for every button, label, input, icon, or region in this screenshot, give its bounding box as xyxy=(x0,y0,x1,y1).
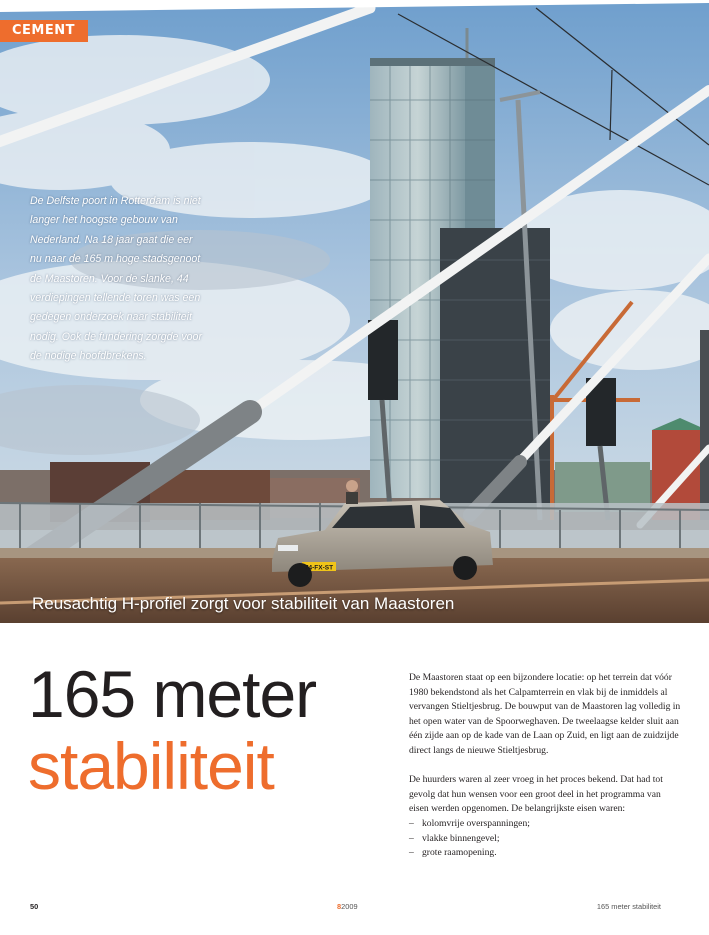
running-title: 165 meter stabiliteit xyxy=(596,902,661,911)
list-item: – kolomvrije overspanningen; xyxy=(409,817,681,832)
article-intro: De Delfste poort in Rotterdam is niet langer het hoogste gebouw van Nederland. Na 18 jaar gaat die eer nu naar de 165 m hoge stadsgenoot de Maastoren. Voor de slanke, 44 verdiepingen tellende toren was een gedegen onderzoek naar stabiliteit nodig. Ook de fundering zorgde voor de nodige hoofdbrekens. xyxy=(30,195,202,363)
list-item: – vlakke binnengevel; xyxy=(409,832,681,847)
issue-number: 8 xyxy=(337,902,342,911)
section-tag: CEMENT xyxy=(0,20,88,42)
article-title xyxy=(28,658,316,802)
requirements-list xyxy=(409,817,681,861)
license-plate-text: 74-FX-ST xyxy=(304,564,334,572)
article-body xyxy=(409,671,681,861)
body-paragraph-1: De Maastoren staat op een bijzondere locatie: op het terrein dat vóór 1980 bekendstond als het Calpamterrein en vlak bij de inmiddels al vervangen Stieltjesbrug. De bouwput van de Maastoren lag volledig in het open water van de Spoorweghaven. De tweelaagse kelder sluit aan één zijde aan op de kade van de Laan op Zuid, en ligt aan de zuidzijde direct langs de nieuwe Stieltjesbrug. xyxy=(409,672,681,756)
issue-year: 2009 xyxy=(341,902,358,911)
page-number: 50 xyxy=(30,902,39,911)
body-paragraph-2: De huurders waren al zeer vroeg in het proces bekend. Dat had tot gevolg dat hun wensen voor een groot deel in het programma van eisen werden opgenomen. De belangrijkste eisen waren: xyxy=(409,774,663,815)
title-line-1: 165 meter xyxy=(28,657,317,731)
photo-caption: Reusachtig H-profiel zorgt voor stabiliteit van Maastoren xyxy=(32,594,455,613)
issue-label xyxy=(337,902,358,911)
title-line-2: stabiliteit xyxy=(28,729,274,803)
list-item: – grote raamopening. xyxy=(409,846,681,861)
